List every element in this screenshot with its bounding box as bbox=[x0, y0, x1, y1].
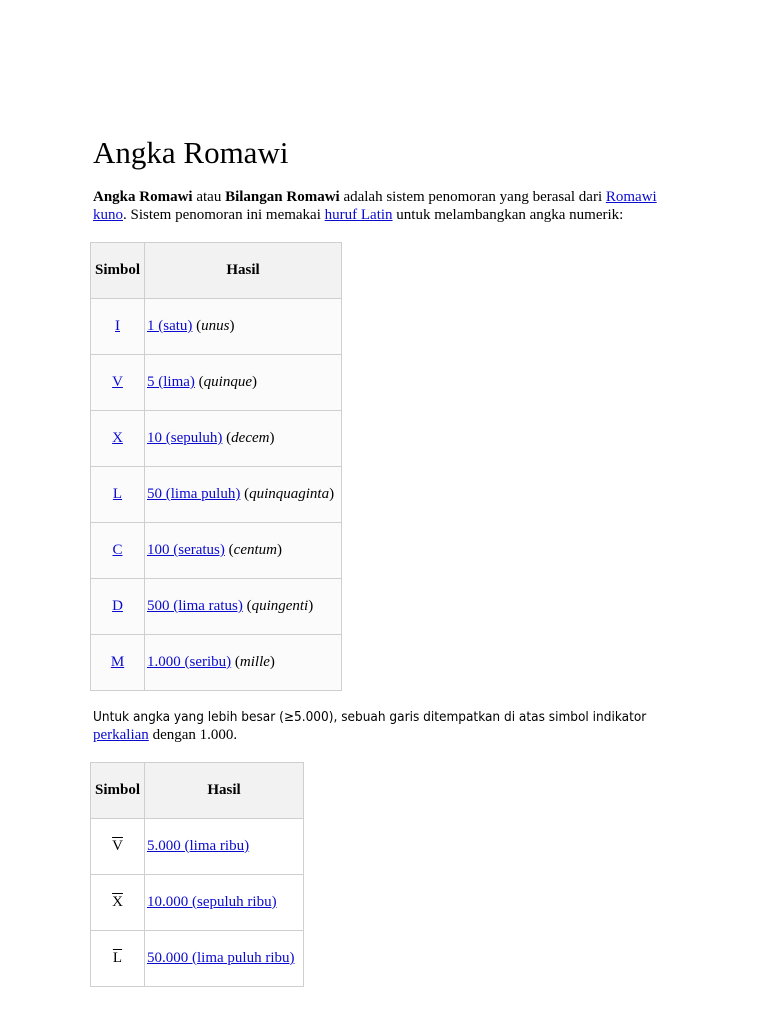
intro-paragraph bbox=[93, 188, 683, 224]
latin-name: quingenti bbox=[251, 598, 309, 614]
symbol-cell bbox=[91, 467, 145, 523]
table-row bbox=[91, 819, 304, 875]
result-cell: 5 (lima) (quinque) bbox=[145, 355, 342, 411]
intro-text-4: untuk melambangkan angka numerik: bbox=[392, 207, 624, 223]
table-row bbox=[91, 299, 342, 355]
link-perkalian[interactable]: perkalian bbox=[93, 727, 149, 743]
symbol-cell bbox=[91, 523, 145, 579]
large-numbers-paragraph bbox=[93, 708, 683, 744]
result-cell: 1 (satu) (unus) bbox=[145, 299, 342, 355]
result-cell bbox=[145, 875, 304, 931]
value-link[interactable]: 10.000 (sepuluh ribu) bbox=[147, 894, 277, 910]
result-cell bbox=[145, 819, 304, 875]
large-roman-numerals-table bbox=[90, 762, 304, 987]
latin-name: quinque bbox=[203, 374, 252, 390]
table-row bbox=[91, 579, 342, 635]
symbol-link[interactable]: C bbox=[112, 542, 123, 558]
latin-name: quinquaginta bbox=[249, 486, 330, 502]
para2-text-2: dengan 1.000. bbox=[148, 727, 238, 743]
latin-name: centum bbox=[233, 542, 277, 558]
value-link[interactable]: 500 (lima ratus) bbox=[147, 598, 243, 614]
bold-term-angka-romawi: Angka Romawi bbox=[93, 189, 193, 205]
symbol-cell bbox=[91, 299, 145, 355]
value-link[interactable]: 5.000 (lima ribu) bbox=[147, 838, 250, 854]
link-romawi-kuno[interactable]: Romawi kuno bbox=[93, 189, 657, 223]
result-cell: 10 (sepuluh) (decem) bbox=[145, 411, 342, 467]
table-row bbox=[91, 467, 342, 523]
table-row bbox=[91, 355, 342, 411]
para2-text-1: Untuk angka yang lebih besar (≥5.000), sebuah garis ditempatkan di atas simbol indikator bbox=[93, 709, 647, 725]
overlined-symbol: $\overline{X}$ bbox=[112, 894, 123, 910]
symbol-link[interactable]: I bbox=[115, 318, 120, 334]
table-row bbox=[91, 523, 342, 579]
value-link[interactable]: 100 (seratus) bbox=[147, 542, 225, 558]
page-title: Angka Romawi bbox=[93, 135, 289, 170]
latin-name: mille bbox=[239, 654, 270, 670]
symbol-link[interactable]: D bbox=[112, 598, 123, 614]
symbol-cell bbox=[91, 411, 145, 467]
result-cell bbox=[145, 931, 304, 987]
result-cell: 50 (lima puluh) (quinquaginta) bbox=[145, 467, 342, 523]
intro-text-2: adalah sistem penomoran yang berasal dari bbox=[339, 189, 606, 205]
latin-name: decem bbox=[231, 430, 270, 446]
table-header-row bbox=[91, 243, 342, 299]
symbol-cell bbox=[91, 579, 145, 635]
result-cell: 1.000 (seribu) (mille) bbox=[145, 635, 342, 691]
symbol-link[interactable]: X bbox=[112, 430, 123, 446]
header-simbol: Simbol bbox=[91, 243, 145, 299]
intro-text-3: . Sistem penomoran ini memakai bbox=[123, 207, 325, 223]
table-row bbox=[91, 635, 342, 691]
value-link[interactable]: 50.000 (lima puluh ribu) bbox=[147, 950, 295, 966]
header-hasil: Hasil bbox=[145, 243, 342, 299]
value-link[interactable]: 5 (lima) bbox=[147, 374, 195, 390]
value-link[interactable]: 10 (sepuluh) bbox=[147, 430, 223, 446]
overlined-symbol: $\overline{V}$ bbox=[112, 838, 123, 854]
header-hasil: Hasil bbox=[145, 763, 304, 819]
value-link[interactable]: 1 (satu) bbox=[147, 318, 193, 334]
symbol-cell bbox=[91, 355, 145, 411]
symbol-link[interactable]: V bbox=[112, 374, 123, 390]
table-row bbox=[91, 931, 304, 987]
symbol-link[interactable]: L bbox=[112, 486, 123, 502]
symbol-cell bbox=[91, 819, 145, 875]
symbol-cell bbox=[91, 875, 145, 931]
table-row bbox=[91, 411, 342, 467]
overlined-symbol: $\overline{L}$ bbox=[112, 950, 123, 966]
result-cell: 500 (lima ratus) (quingenti) bbox=[145, 579, 342, 635]
symbol-cell bbox=[91, 931, 145, 987]
roman-numerals-table bbox=[90, 242, 342, 691]
bold-term-bilangan-romawi: Bilangan Romawi bbox=[225, 189, 340, 205]
intro-text-1: atau bbox=[192, 189, 226, 205]
value-link[interactable]: 50 (lima puluh) bbox=[147, 486, 241, 502]
value-link[interactable]: 1.000 (seribu) bbox=[147, 654, 232, 670]
link-huruf-latin[interactable]: huruf Latin bbox=[324, 207, 393, 223]
latin-name: unus bbox=[201, 318, 230, 334]
table-header-row bbox=[91, 763, 304, 819]
symbol-link[interactable]: M bbox=[110, 654, 125, 670]
result-cell: 100 (seratus) (centum) bbox=[145, 523, 342, 579]
table-row bbox=[91, 875, 304, 931]
symbol-cell bbox=[91, 635, 145, 691]
header-simbol: Simbol bbox=[91, 763, 145, 819]
